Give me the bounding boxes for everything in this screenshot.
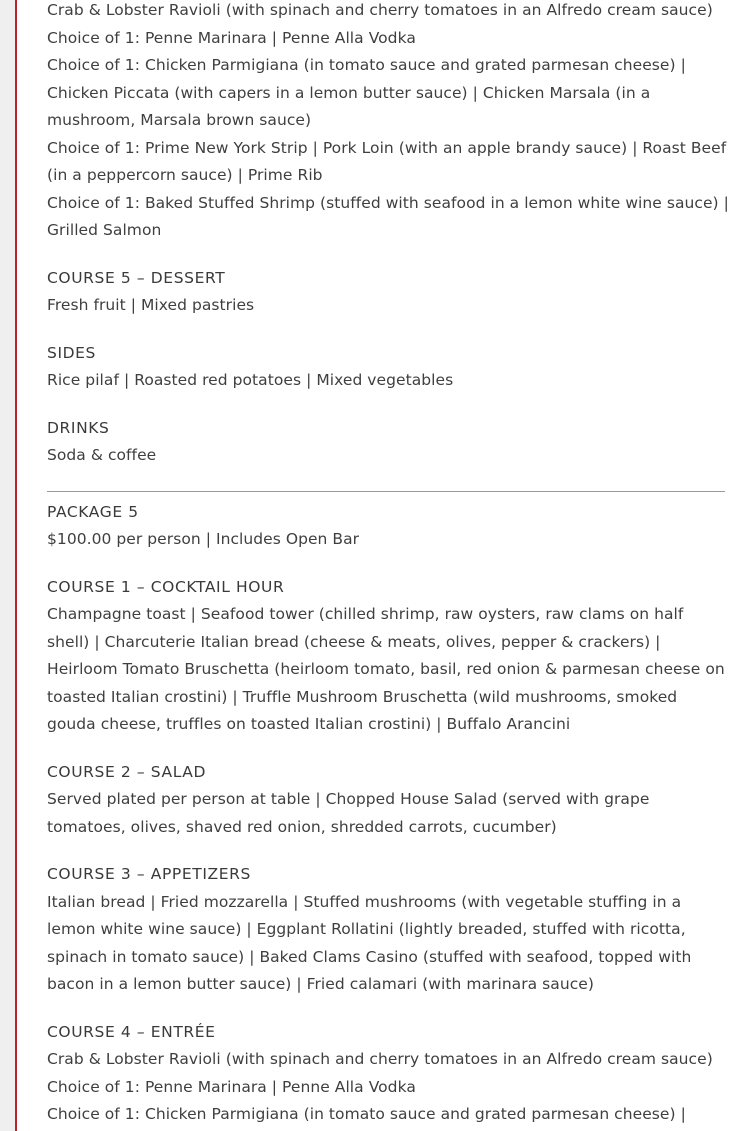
spacer <box>47 245 729 265</box>
spacer <box>47 999 729 1019</box>
entree-item: Crab & Lobster Ravioli (with spinach and cherry tomatoes in an Alfredo cream sauce) <box>47 1 713 19</box>
course3-text: Italian bread | Fried mozzarella | Stuffed mushrooms (with vegetable stuffing in a lemon white wine sauce) | Eggplant Rollatini (lightly breaded, stuffed with ricotta, spinach in tomato sauce) | Baked Clams Casino (stuffed with seafood, topped with bacon in a lemon butter sauce) | Fried calamari (with marinara sauce) <box>47 892 692 993</box>
entree-item: Choice of 1: Baked Stuffed Shrimp (stuffed with seafood in a lemon white wine sauce) | Grilled Salmon <box>47 193 729 239</box>
dessert-heading: COURSE 5 – DESSERT <box>47 268 226 287</box>
entree-item: Choice of 1: Penne Marinara | Penne Alla Vodka <box>47 28 416 47</box>
entree-item: Choice of 1: Penne Marinara | Penne Alla Vodka <box>47 1077 416 1096</box>
entree-item: Choice of 1: Prime New York Strip | Pork Loin (with an apple brandy sauce) | Roast Beef (in a peppercorn sauce) | Prime Rib <box>47 138 727 184</box>
package-divider <box>47 491 725 492</box>
package-price: $100.00 per person | Includes Open Bar <box>47 530 360 548</box>
course2-text: Served plated per person at table | Chopped House Salad (served with grape tomatoes, olives, shaved red onion, shredded carrots, cucumber) <box>47 790 650 836</box>
package-title: PACKAGE 5 <box>47 502 139 521</box>
spacer <box>47 841 729 861</box>
dessert-text: Fresh fruit | Mixed pastries <box>47 296 255 314</box>
drinks-heading: DRINKS <box>47 418 110 437</box>
spacer <box>47 554 729 574</box>
sides-text: Rice pilaf | Roasted red potatoes | Mixed vegetables <box>47 371 454 389</box>
entree-item: Choice of 1: Chicken Parmigiana (in tomato sauce and grated parmesan cheese) | <box>47 1105 686 1123</box>
spacer <box>47 320 729 340</box>
course4-heading: COURSE 4 – ENTRÉE <box>47 1022 216 1041</box>
course1-text: Champagne toast | Seafood tower (chilled shrimp, raw oysters, raw clams on half shell) | Charcuterie Italian bread (cheese & meats, olives, pepper & crackers) | Heirloom Tomato Bruschetta (heirloom tomato, basil, red onion & parmesan cheese on toasted Italian crostini) | Truffle Mushroom Bruschetta (wild mushrooms, smoked gouda cheese, truffles on toasted Italian crostini) | Buffalo Arancini <box>47 605 725 733</box>
spacer <box>47 395 729 415</box>
course3-heading: COURSE 3 – APPETIZERS <box>47 865 251 883</box>
entree-item: Crab & Lobster Ravioli (with spinach and cherry tomatoes in an Alfredo cream sauce) <box>47 1050 713 1068</box>
course2-heading: COURSE 2 – SALAD <box>47 762 207 781</box>
course1-heading: COURSE 1 – COCKTAIL HOUR <box>47 577 285 596</box>
left-gutter <box>0 0 15 1131</box>
accent-rule <box>15 0 17 1131</box>
menu-content <box>47 0 729 1129</box>
spacer <box>47 739 729 759</box>
sides-heading: SIDES <box>47 343 96 362</box>
entree-item: Choice of 1: Chicken Parmigiana (in tomato sauce and grated parmesan cheese) | Chicken Piccata (with capers in a lemon butter sauce) | Chicken Marsala (in a mushroom, Marsala brown sauce) <box>47 56 686 129</box>
drinks-text: Soda & coffee <box>47 446 157 464</box>
